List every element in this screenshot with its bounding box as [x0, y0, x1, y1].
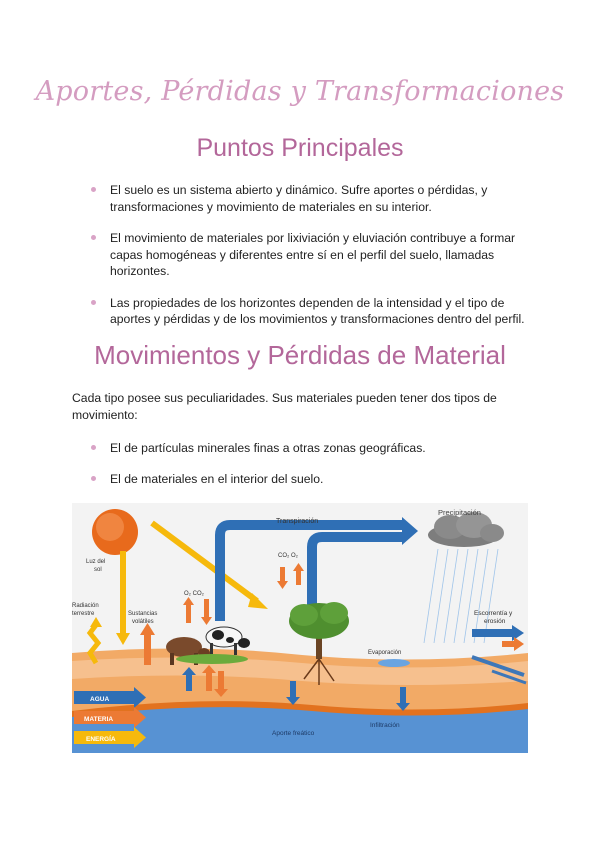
bullet-text: El suelo es un sistema abierto y dinámico. Sufre aportes o pérdidas, y transformaciones y movimiento de materiales en su interior.: [110, 183, 488, 214]
infiltration-arrow: [400, 687, 406, 705]
list-item: [0, 440, 600, 457]
bullet-dot-icon: [91, 445, 96, 450]
label-sustancias-2: volátiles: [132, 619, 154, 625]
sun-highlight: [96, 513, 124, 541]
bullet-dot-icon: [91, 476, 96, 481]
label-evaporacion: Evaporación: [368, 650, 402, 656]
volatile-substances-arrow: [144, 633, 151, 665]
bullet-text: El movimiento de materiales por lixiviación y eluviación contribuye a formar capas homogéneas y diferentes entre sí en el perfil del suelo, llamadas horizontes.: [110, 231, 516, 278]
soil-cycle-diagram: [72, 503, 528, 753]
puddle-icon: [378, 659, 410, 667]
runoff-matter-arrow: [502, 641, 514, 647]
label-infiltracion: Infiltración: [370, 722, 400, 729]
water-table-arrow: [290, 681, 296, 699]
legend-label-energia: ENERGÍA: [86, 736, 116, 743]
label-transpiracion: Transpiración: [276, 518, 319, 525]
o2-up-arrow: [186, 603, 191, 623]
label-escorrentia-2: erosión: [484, 618, 506, 625]
co2-down-arrow: [204, 599, 209, 619]
bullet-dot-icon: [91, 187, 96, 192]
label-radiacion-1: Radiación: [72, 603, 99, 609]
list-item: [0, 295, 600, 328]
bullet-dot-icon: [91, 300, 96, 305]
label-luz-sol-2: sol: [94, 567, 102, 573]
bullet-text: El de materiales en el interior del suelo.: [110, 471, 324, 486]
bullet-text: El de partículas minerales finas a otras zonas geográficas.: [110, 441, 426, 455]
matter-soil-up-arrow: [206, 671, 212, 691]
label-precipitacion: Precipitación: [438, 508, 481, 517]
label-aporte-freatico: Aporte freático: [272, 730, 315, 737]
list-item: [0, 230, 600, 280]
bullet-dot-icon: [91, 235, 96, 240]
label-luz-sol-1: Luz del: [86, 559, 106, 565]
label-escorrentia-1: Escorrentía y: [474, 610, 513, 617]
o2-tree-up-arrow: [296, 569, 301, 585]
runoff-water-arrow: [472, 629, 512, 637]
label-radiacion-2: terrestre: [72, 611, 95, 617]
legend-label-materia: MATERIA: [84, 716, 114, 723]
list-item: [0, 182, 600, 215]
bullet-text: Las propiedades de los horizontes dependen de la intensidad y el tipo de aportes y pérdidas y de los movimientos y transformaciones dentro del perfil.: [110, 295, 525, 326]
water-soil-up-arrow: [186, 673, 192, 691]
label-sustancias-1: Sustancias: [128, 611, 158, 617]
main-points-list: [0, 182, 600, 343]
section-heading-main-points: Puntos Principales: [196, 134, 404, 162]
list-item: [0, 471, 600, 488]
label-o2-co2: O₂ CO₂: [184, 591, 204, 597]
co2-tree-down-arrow: [280, 567, 285, 583]
section-paragraph: Cada tipo posee sus peculiaridades. Sus materiales pueden tener dos tipos de movimiento:: [72, 391, 497, 422]
grass-patch: [176, 654, 248, 664]
legend-label-agua: AGUA: [90, 696, 110, 703]
movement-types-list: [0, 440, 600, 501]
matter-soil-down-arrow: [218, 671, 224, 691]
section-heading-movements: Movimientos y Pérdidas de Material: [94, 340, 506, 370]
label-co2-o2: CO₂ O₂: [278, 553, 298, 559]
page-title: Aportes, Pérdidas y Transformaciones: [35, 76, 565, 107]
